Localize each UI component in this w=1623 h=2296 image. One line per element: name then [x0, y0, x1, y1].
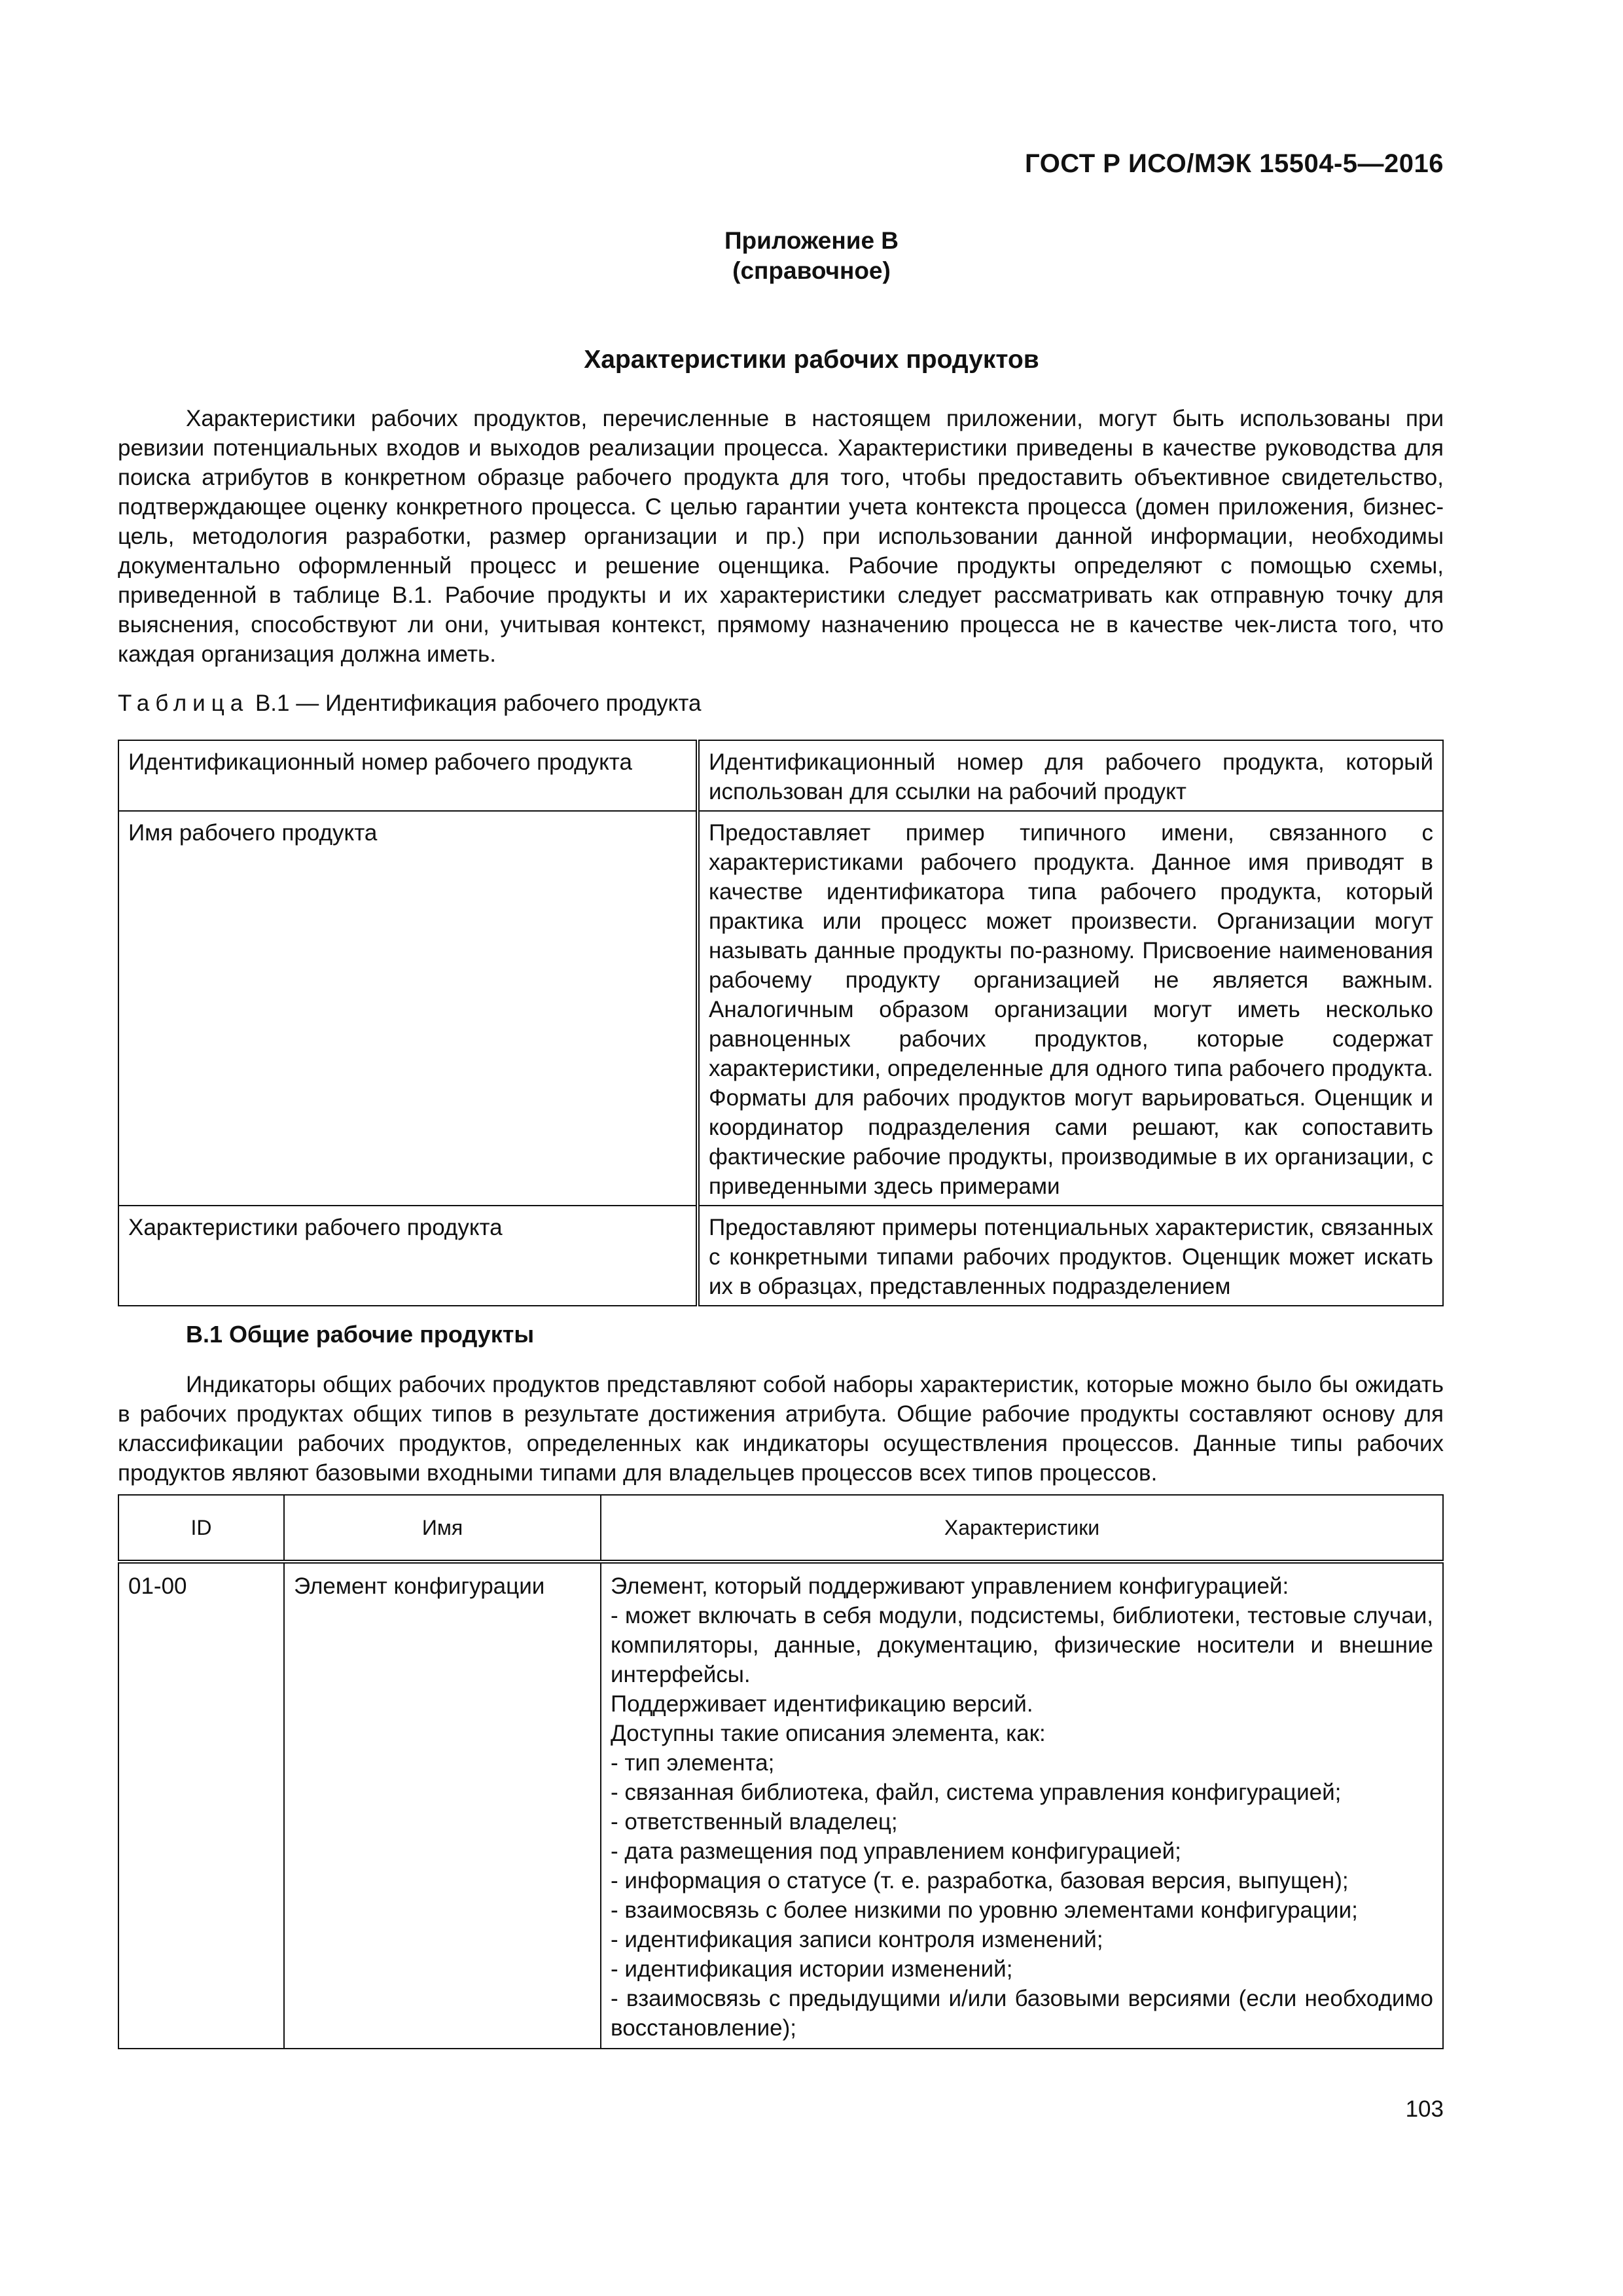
table-header-row: [118, 1495, 1443, 1562]
product-characteristics-cell: [601, 1562, 1443, 2049]
table-definition-cell: Предоставляют примеры потенциальных характеристик, связанных с конкретными типами рабочих продуктов. Оценщик может искать их в образцах, представленных подразделением: [698, 1206, 1443, 1306]
characteristic-line: - идентификация записи контроля изменений;: [611, 1927, 1103, 1952]
table-caption-label: Таблица: [118, 691, 249, 716]
characteristic-line: - идентификация истории изменений;: [611, 1956, 1013, 1982]
product-name-cell: Элемент конфигурации: [284, 1562, 601, 2049]
table-row: [118, 740, 1443, 811]
table-row: [118, 1562, 1443, 2049]
column-header-name: Имя: [284, 1495, 601, 1562]
section-b1-heading: В.1 Общие рабочие продукты: [186, 1321, 535, 1348]
page-number: 103: [1405, 2096, 1444, 2122]
intro-paragraph: Характеристики рабочих продуктов, перечисленные в настоящем приложении, могут быть использованы при ревизии потенциальных входов и выходов реализации процесса. Характеристики приведены в качестве руководства для поиска атрибутов в конкретном образце рабочего продукта для того, чтобы предоставить объективное свидетельство, подтверждающее оценку конкретного процесса. С целью гарантии учета контекста процесса (домен приложения, бизнес-цель, методология разработки, размер организации и пр.) при использовании данной информации, необходимы документально оформленный процесс и решение оценщика. Рабочие продукты определяют с помощью схемы, приведенной в таблице В.1. Рабочие продукты и их характеристики следует рассматривать как отправную точку для выяснения, способствуют ли они, учитывая контекст, прямому назначению процесса не в качестве чек-листа того, что каждая организация должна иметь.: [118, 406, 1444, 667]
section-b1-paragraph: Индикаторы общих рабочих продуктов представляют собой наборы характеристик, которые можно было бы ожидать в рабочих продуктах общих типов в результате достижения атрибута. Общие рабочие продукты составляют основу для классификации рабочих продуктов, определенных как индикаторы осуществления процессов. Данные типы рабочих продуктов являют базовыми входными типами для владельцев процессов всех типов процессов.: [118, 1372, 1444, 1486]
characteristic-line: Элемент, который поддерживают управлением конфигурацией:: [611, 1573, 1289, 1599]
characteristic-line: - информация о статусе (т. е. разработка, базовая версия, выпущен);: [611, 1868, 1349, 1893]
column-header-id: ID: [118, 1495, 284, 1562]
characteristic-line: - взаимосвязь с более низкими по уровню элементами конфигурации;: [611, 1897, 1358, 1923]
characteristic-line: Поддерживает идентификацию версий.: [611, 1691, 1033, 1717]
table-caption-text: В.1 — Идентификация рабочего продукта: [249, 691, 702, 716]
annex-status: (справочное): [732, 257, 891, 284]
characteristic-line: - дата размещения под управлением конфигурацией;: [611, 1839, 1181, 1864]
table-row: [118, 811, 1443, 1206]
characteristic-line: Доступны такие описания элемента, как:: [611, 1721, 1046, 1746]
product-id-cell: 01-00: [118, 1562, 284, 2049]
table-definition-cell: Идентификационный номер для рабочего продукта, который использован для ссылки на рабочий продукт: [698, 740, 1443, 811]
table-term-cell: Идентификационный номер рабочего продукта: [118, 740, 698, 811]
characteristic-line: - ответственный владелец;: [611, 1809, 898, 1835]
table-b1: [118, 740, 1444, 1306]
table-term-cell: Характеристики рабочего продукта: [118, 1206, 698, 1306]
annex-heading: [0, 226, 1623, 286]
standard-code-header: ГОСТ Р ИСО/МЭК 15504-5—2016: [1025, 149, 1444, 178]
characteristic-line: - может включать в себя модули, подсистемы, библиотеки, тестовые случаи, компиляторы, данные, документацию, физические носители и внешние интерфейсы.: [611, 1603, 1433, 1687]
characteristic-line: - связанная библиотека, файл, система управления конфигурацией;: [611, 1780, 1342, 1805]
characteristic-line: - взаимосвязь с предыдущими и/или базовыми версиями (если необходимо восстановление);: [611, 1986, 1433, 2041]
table-row: [118, 1206, 1443, 1306]
table-definition-cell: Предоставляет пример типичного имени, связанного с характеристиками рабочего продукта. Данное имя приводят в качестве идентификатора типа рабочего продукта, который практика или процесс может произвести. Организации могут называть данные продукты по-разному. Присвоение наименования рабочему продукту организацией не является важным. Аналогичным образом организации могут иметь несколько равноценных рабочих продуктов, которые содержат характеристики, определенные для одного типа рабочего продукта. Форматы для рабочих продуктов могут варьироваться. Оценщик и координатор подразделения сами решают, как сопоставить фактические рабочие продукты, производимые в их организации, с приведенными здесь примерами: [698, 811, 1443, 1206]
section-title: Характеристики рабочих продуктов: [584, 346, 1039, 374]
table-b1-caption: [118, 689, 701, 718]
column-header-characteristics: Характеристики: [601, 1495, 1443, 1562]
table-term-cell: Имя рабочего продукта: [118, 811, 698, 1206]
characteristic-line: - тип элемента;: [611, 1750, 775, 1776]
annex-title: Приложение В: [724, 227, 899, 254]
generic-work-products-table: [118, 1494, 1444, 2049]
